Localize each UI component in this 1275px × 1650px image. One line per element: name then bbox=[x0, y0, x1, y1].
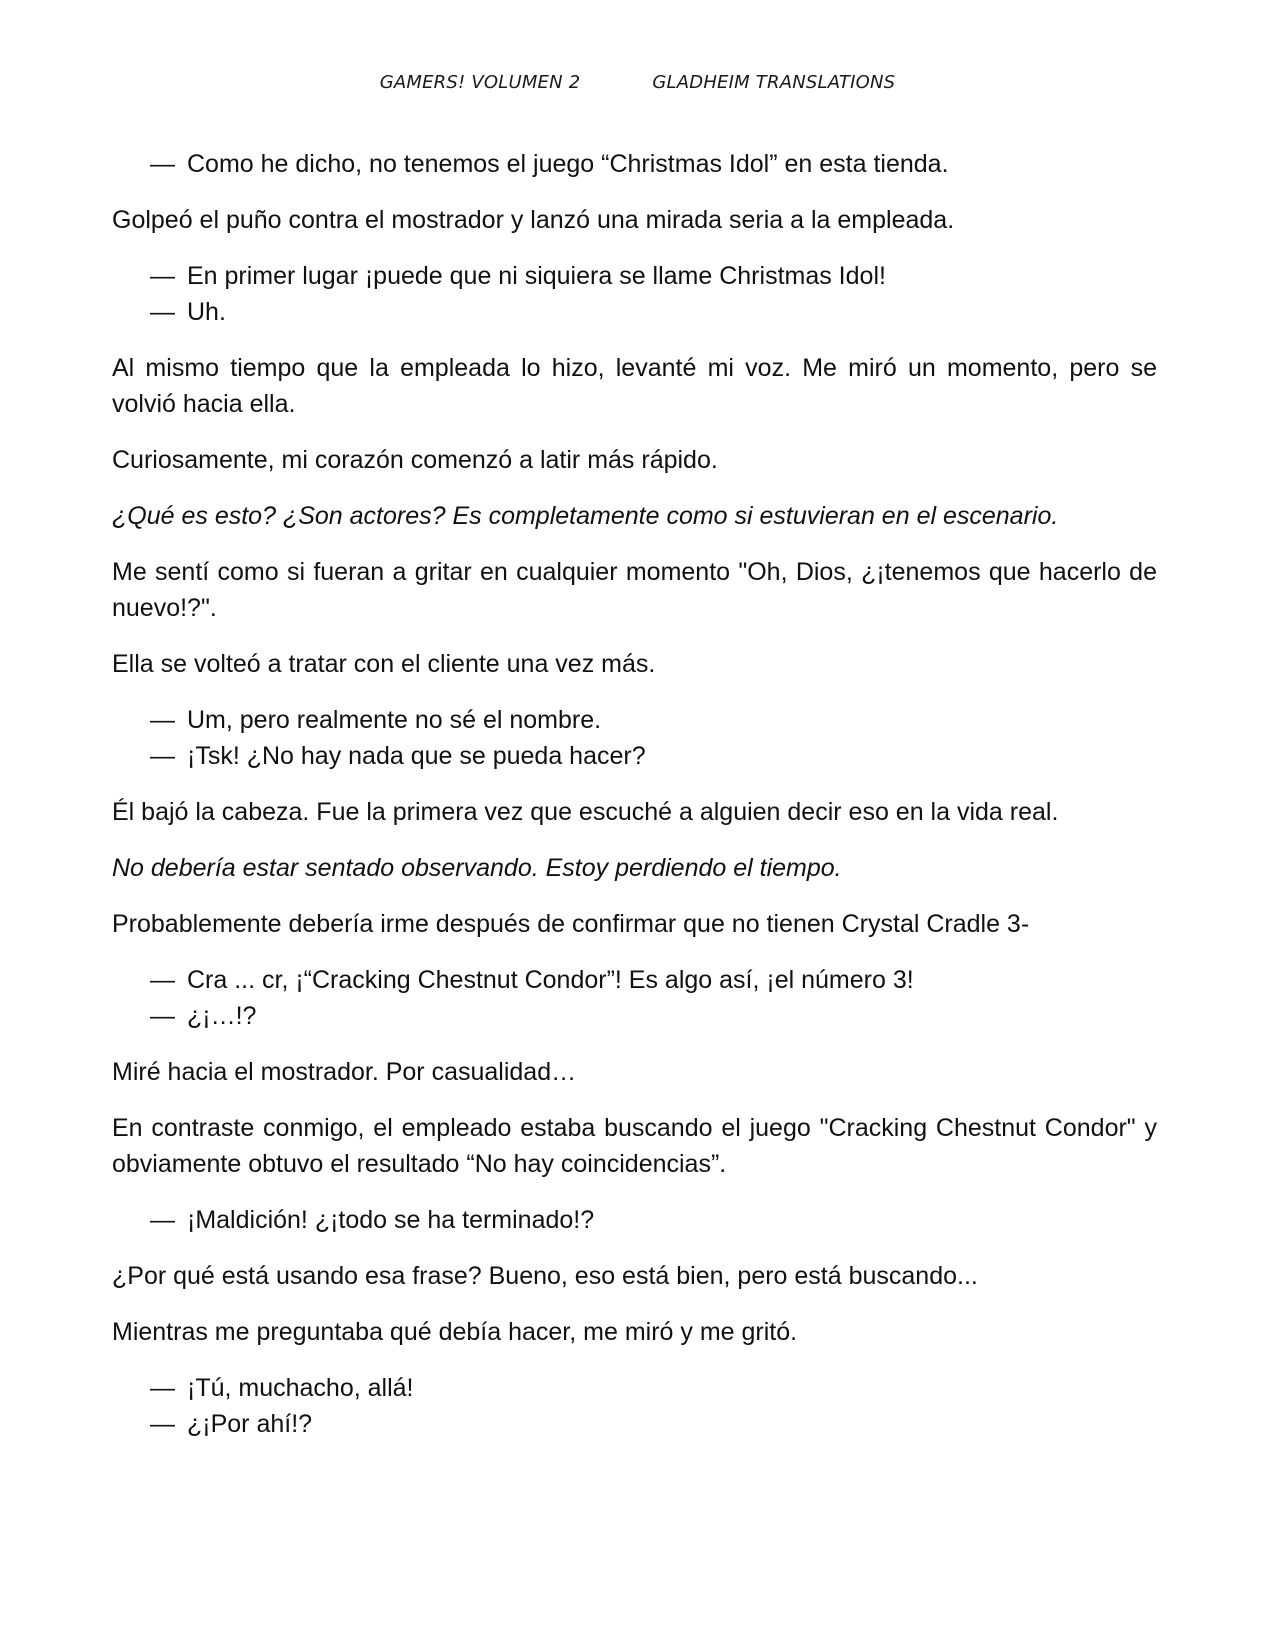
dialogue-text: ¡Tú, muchacho, allá! bbox=[187, 1374, 414, 1402]
dialogue-dash: — bbox=[150, 298, 175, 326]
dialogue-dash: — bbox=[150, 1206, 175, 1234]
dialogue-block bbox=[112, 146, 1157, 182]
dialogue-line bbox=[150, 1370, 1157, 1406]
narration-paragraph: Él bajó la cabeza. Fue la primera vez que escuché a alguien decir eso en la vida real. bbox=[112, 798, 1059, 826]
dialogue-line bbox=[150, 258, 1157, 294]
narration-paragraph: Miré hacia el mostrador. Por casualidad… bbox=[112, 1058, 577, 1086]
narration-paragraph: Al mismo tiempo que la empleada lo hizo, levanté mi voz. Me miró un momento, pero se volvió hacia ella. bbox=[112, 354, 1157, 418]
narration-paragraph: ¿Por qué está usando esa frase? Bueno, eso está bien, pero está buscando... bbox=[112, 1262, 978, 1290]
dialogue-dash: — bbox=[150, 1410, 175, 1438]
narration-paragraph: Me sentí como si fueran a gritar en cualquier momento "Oh, Dios, ¿¡tenemos que hacerlo de nuevo!?". bbox=[112, 558, 1157, 622]
dialogue-text: ¿¡Por ahí!? bbox=[187, 1410, 313, 1438]
dialogue-block bbox=[112, 1370, 1157, 1442]
dialogue-line bbox=[150, 738, 1157, 774]
header-translator: GLADHEIM TRANSLATIONS bbox=[652, 72, 896, 93]
inner-thought-paragraph: No debería estar sentado observando. Estoy perdiendo el tiempo. bbox=[112, 854, 842, 882]
narration-paragraph: Golpeó el puño contra el mostrador y lanzó una mirada seria a la empleada. bbox=[112, 206, 955, 234]
dialogue-line bbox=[150, 1406, 1157, 1442]
dialogue-dash: — bbox=[150, 966, 175, 994]
dialogue-text: ¡Tsk! ¿No hay nada que se pueda hacer? bbox=[187, 742, 646, 770]
inner-thought-paragraph: ¿Qué es esto? ¿Son actores? Es completamente como si estuvieran en el escenario. bbox=[112, 502, 1059, 530]
dialogue-block bbox=[112, 1202, 1157, 1238]
page-header bbox=[0, 72, 1275, 93]
dialogue-block bbox=[112, 962, 1157, 1034]
dialogue-text: Uh. bbox=[187, 298, 226, 326]
dialogue-line bbox=[150, 1202, 1157, 1238]
dialogue-line bbox=[150, 146, 1157, 182]
dialogue-dash: — bbox=[150, 262, 175, 290]
page-body bbox=[112, 146, 1157, 1462]
dialogue-line bbox=[150, 962, 1157, 998]
dialogue-text: Como he dicho, no tenemos el juego “Christmas Idol” en esta tienda. bbox=[187, 150, 949, 178]
header-title: GAMERS! VOLUMEN 2 bbox=[379, 72, 581, 93]
dialogue-line bbox=[150, 294, 1157, 330]
dialogue-line bbox=[150, 702, 1157, 738]
narration-paragraph: Mientras me preguntaba qué debía hacer, me miró y me gritó. bbox=[112, 1318, 798, 1346]
narration-paragraph: En contraste conmigo, el empleado estaba buscando el juego "Cracking Chestnut Condor" y obviamente obtuvo el resultado “No hay coincidencias”. bbox=[112, 1114, 1157, 1178]
dialogue-dash: — bbox=[150, 706, 175, 734]
dialogue-text: Um, pero realmente no sé el nombre. bbox=[187, 706, 602, 734]
dialogue-dash: — bbox=[150, 1002, 175, 1030]
dialogue-dash: — bbox=[150, 150, 175, 178]
narration-paragraph: Curiosamente, mi corazón comenzó a latir más rápido. bbox=[112, 446, 718, 474]
dialogue-text: ¿¡…!? bbox=[187, 1002, 257, 1030]
dialogue-block bbox=[112, 702, 1157, 774]
narration-paragraph: Ella se volteó a tratar con el cliente una vez más. bbox=[112, 650, 656, 678]
dialogue-line bbox=[150, 998, 1157, 1034]
dialogue-dash: — bbox=[150, 742, 175, 770]
narration-paragraph: Probablemente debería irme después de confirmar que no tienen Crystal Cradle 3- bbox=[112, 910, 1030, 938]
dialogue-text: En primer lugar ¡puede que ni siquiera se llame Christmas Idol! bbox=[187, 262, 886, 290]
dialogue-text: ¡Maldición! ¿¡todo se ha terminado!? bbox=[187, 1206, 595, 1234]
dialogue-text: Cra ... cr, ¡“Cracking Chestnut Condor”! Es algo así, ¡el número 3! bbox=[187, 966, 914, 994]
dialogue-block bbox=[112, 258, 1157, 330]
dialogue-dash: — bbox=[150, 1374, 175, 1402]
